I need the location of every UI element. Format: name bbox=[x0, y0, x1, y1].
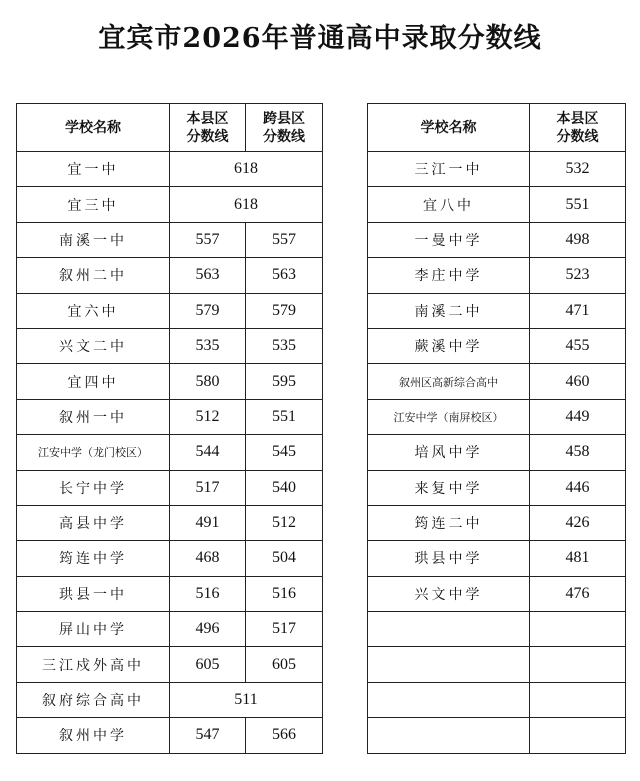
table-row bbox=[17, 328, 323, 363]
local-score-cell: 551 bbox=[530, 187, 626, 222]
school-name-cell: 蕨溪中学 bbox=[368, 328, 530, 363]
cross-score-cell: 504 bbox=[246, 541, 323, 576]
local-score-cell: 446 bbox=[530, 470, 626, 505]
table-row bbox=[17, 152, 323, 187]
school-name-cell: 江安中学（龙门校区） bbox=[17, 435, 170, 470]
school-name-cell: 李庄中学 bbox=[368, 258, 530, 293]
cross-score-cell: 557 bbox=[246, 222, 323, 257]
school-name-cell: 叙府综合高中 bbox=[17, 682, 170, 717]
school-name-cell: 三江一中 bbox=[368, 152, 530, 187]
header-local-score: 本县区 分数线 bbox=[530, 104, 626, 152]
local-score-cell: 498 bbox=[530, 222, 626, 257]
local-score-cell: 517 bbox=[170, 470, 246, 505]
cross-score-cell: 563 bbox=[246, 258, 323, 293]
cross-score-cell: 516 bbox=[246, 576, 323, 611]
empty-cell bbox=[368, 682, 530, 717]
local-score-cell: 458 bbox=[530, 435, 626, 470]
school-name-cell: 叙州二中 bbox=[17, 258, 170, 293]
school-name-cell: 叙州中学 bbox=[17, 718, 170, 753]
school-name-cell: 江安中学（南屏校区） bbox=[368, 399, 530, 434]
local-score-cell: 455 bbox=[530, 328, 626, 363]
local-score-cell: 544 bbox=[170, 435, 246, 470]
school-name-cell: 兴文二中 bbox=[17, 328, 170, 363]
local-score-cell: 563 bbox=[170, 258, 246, 293]
local-score-cell: 481 bbox=[530, 541, 626, 576]
empty-cell bbox=[368, 647, 530, 682]
table-row bbox=[17, 258, 323, 293]
table-row bbox=[17, 718, 323, 753]
table-row bbox=[17, 612, 323, 647]
table-row bbox=[17, 470, 323, 505]
school-name-cell: 叙州区高新综合高中 bbox=[368, 364, 530, 399]
cross-score-cell: 535 bbox=[246, 328, 323, 363]
table-row bbox=[368, 187, 626, 222]
cross-score-cell: 540 bbox=[246, 470, 323, 505]
table-row bbox=[17, 364, 323, 399]
school-name-cell: 叙州一中 bbox=[17, 399, 170, 434]
local-score-cell: 605 bbox=[170, 647, 246, 682]
local-score-cell: 579 bbox=[170, 293, 246, 328]
table-row bbox=[368, 258, 626, 293]
empty-table-row bbox=[368, 612, 626, 647]
cross-score-cell: 566 bbox=[246, 718, 323, 753]
cross-score-cell: 605 bbox=[246, 647, 323, 682]
school-name-cell: 一曼中学 bbox=[368, 222, 530, 257]
school-name-cell: 宜一中 bbox=[17, 152, 170, 187]
merged-score-cell: 511 bbox=[170, 682, 323, 717]
table-header-row bbox=[368, 104, 626, 152]
table-row bbox=[368, 505, 626, 540]
table-row bbox=[17, 682, 323, 717]
table-row bbox=[368, 328, 626, 363]
local-score-cell: 580 bbox=[170, 364, 246, 399]
local-score-cell: 491 bbox=[170, 505, 246, 540]
table-header-row bbox=[17, 104, 323, 152]
school-name-cell: 宜六中 bbox=[17, 293, 170, 328]
empty-cell bbox=[530, 682, 626, 717]
table-row bbox=[368, 399, 626, 434]
school-name-cell: 来复中学 bbox=[368, 470, 530, 505]
table-row bbox=[368, 293, 626, 328]
school-name-cell: 宜四中 bbox=[17, 364, 170, 399]
table-row bbox=[368, 152, 626, 187]
empty-table-row bbox=[368, 647, 626, 682]
table-row bbox=[17, 435, 323, 470]
empty-table-row bbox=[368, 682, 626, 717]
local-score-cell: 557 bbox=[170, 222, 246, 257]
table-row bbox=[368, 576, 626, 611]
school-name-cell: 南溪二中 bbox=[368, 293, 530, 328]
school-name-cell: 宜八中 bbox=[368, 187, 530, 222]
local-score-cell: 460 bbox=[530, 364, 626, 399]
school-name-cell: 三江戍外高中 bbox=[17, 647, 170, 682]
cross-score-cell: 579 bbox=[246, 293, 323, 328]
header-local-score: 本县区 分数线 bbox=[170, 104, 246, 152]
school-name-cell: 宜三中 bbox=[17, 187, 170, 222]
table-row bbox=[368, 541, 626, 576]
school-name-cell: 南溪一中 bbox=[17, 222, 170, 257]
table-row bbox=[17, 187, 323, 222]
table-row bbox=[368, 364, 626, 399]
school-name-cell: 高县中学 bbox=[17, 505, 170, 540]
cross-score-cell: 512 bbox=[246, 505, 323, 540]
table-row bbox=[17, 293, 323, 328]
cross-score-cell: 595 bbox=[246, 364, 323, 399]
local-score-cell: 512 bbox=[170, 399, 246, 434]
school-name-cell: 珙县中学 bbox=[368, 541, 530, 576]
table-row bbox=[17, 399, 323, 434]
empty-cell bbox=[368, 718, 530, 753]
empty-cell bbox=[368, 612, 530, 647]
empty-cell bbox=[530, 647, 626, 682]
header-cross-score: 跨县区 分数线 bbox=[246, 104, 323, 152]
school-name-cell: 筠连中学 bbox=[17, 541, 170, 576]
local-score-cell: 476 bbox=[530, 576, 626, 611]
page-title: 宜宾市2026年普通高中录取分数线 bbox=[98, 23, 542, 54]
table-row bbox=[17, 505, 323, 540]
local-score-cell: 468 bbox=[170, 541, 246, 576]
cross-score-cell: 545 bbox=[246, 435, 323, 470]
right-score-table bbox=[367, 103, 626, 754]
cross-score-cell: 551 bbox=[246, 399, 323, 434]
local-score-cell: 535 bbox=[170, 328, 246, 363]
empty-cell bbox=[530, 612, 626, 647]
header-school-name: 学校名称 bbox=[17, 104, 170, 152]
table-row bbox=[368, 222, 626, 257]
left-score-table bbox=[16, 103, 323, 754]
table-row bbox=[368, 470, 626, 505]
local-score-cell: 471 bbox=[530, 293, 626, 328]
empty-table-row bbox=[368, 718, 626, 753]
merged-score-cell: 618 bbox=[170, 187, 323, 222]
school-name-cell: 长宁中学 bbox=[17, 470, 170, 505]
local-score-cell: 547 bbox=[170, 718, 246, 753]
school-name-cell: 筠连二中 bbox=[368, 505, 530, 540]
table-row bbox=[368, 435, 626, 470]
header-school-name: 学校名称 bbox=[368, 104, 530, 152]
local-score-cell: 532 bbox=[530, 152, 626, 187]
local-score-cell: 516 bbox=[170, 576, 246, 611]
table-row bbox=[17, 576, 323, 611]
school-name-cell: 屏山中学 bbox=[17, 612, 170, 647]
school-name-cell: 培风中学 bbox=[368, 435, 530, 470]
table-row bbox=[17, 222, 323, 257]
empty-cell bbox=[530, 718, 626, 753]
local-score-cell: 426 bbox=[530, 505, 626, 540]
merged-score-cell: 618 bbox=[170, 152, 323, 187]
local-score-cell: 449 bbox=[530, 399, 626, 434]
table-row bbox=[17, 541, 323, 576]
table-row bbox=[17, 647, 323, 682]
school-name-cell: 兴文中学 bbox=[368, 576, 530, 611]
local-score-cell: 523 bbox=[530, 258, 626, 293]
local-score-cell: 496 bbox=[170, 612, 246, 647]
cross-score-cell: 517 bbox=[246, 612, 323, 647]
school-name-cell: 珙县一中 bbox=[17, 576, 170, 611]
